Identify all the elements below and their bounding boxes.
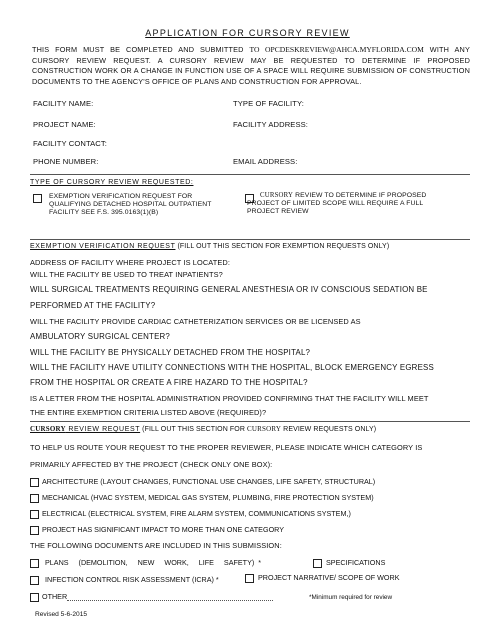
question-cardiac-catheterization: WILL THE FACILITY PROVIDE CARDIAC CATHETERIZATION SERVICES OR BE LICENSED AS [30, 317, 361, 326]
project-name-label: PROJECT NAME: [33, 120, 96, 129]
plans-label: PLANS (DEMOLITION, NEW WORK, LIFE SAFETY) * [45, 558, 262, 567]
mechanical-label: MECHANICAL (HVAC SYSTEM, MEDICAL GAS SYSTEM, PLUMBING, FIRE PROTECTION SYSTEM) [42, 493, 374, 502]
specifications-label: SPECIFICATIONS [326, 558, 386, 567]
intro-paragraph [32, 45, 470, 87]
email-address-label: EMAIL ADDRESS: [233, 157, 298, 166]
other-input-line[interactable] [67, 600, 273, 601]
routing-instruction-cont: PRIMARILY AFFECTED BY THE PROJECT (CHECK ONLY ONE BOX): [30, 460, 273, 469]
cursory-section-heading: CURSORY REVIEW REQUEST (FILL OUT THIS SECTION FOR CURSORY REVIEW REQUESTS ONLY) [30, 425, 377, 433]
question-cardiac-catheterization-cont: AMBULATORY SURGICAL CENTER? [30, 332, 171, 341]
other-label: OTHER [42, 592, 68, 601]
question-utility-connections: WILL THE FACILITY HAVE UTILITY CONNECTIONS WITH THE HOSPITAL, BLOCK EMERGENCY EGRESS [30, 363, 434, 372]
question-physically-detached: WILL THE FACILITY BE PHYSICALLY DETACHED FROM THE HOSPITAL? [30, 348, 311, 357]
exemption-verification-label: EXEMPTION VERIFICATION REQUEST FOR QUALIFYING DETACHED HOSPITAL OUTPATIENT FACILITY SEE F.S. 395.0163(1)(B) [49, 193, 212, 217]
documents-heading: THE FOLLOWING DOCUMENTS ARE INCLUDED IN THIS SUBMISSION: [30, 541, 282, 550]
type-of-facility-label: TYPE OF FACILITY: [233, 99, 304, 108]
question-surgical-treatments-cont: PERFORMED AT THE FACILITY? [30, 301, 156, 310]
icra-checkbox[interactable] [30, 576, 39, 585]
architecture-checkbox[interactable] [30, 478, 39, 487]
specifications-checkbox[interactable] [313, 559, 322, 568]
question-surgical-treatments: WILL SURGICAL TREATMENTS REQUIRING GENERAL ANESTHESIA OR IV CONSCIOUS SEDATION BE [30, 285, 428, 294]
facility-address-label: FACILITY ADDRESS: [233, 120, 308, 129]
intro-email-link[interactable]: TO OPCDESKREVIEW@AHCA.MYFLORIDA.COM [249, 45, 424, 54]
question-administration-letter: IS A LETTER FROM THE HOSPITAL ADMINISTRATION PROVIDED CONFIRMING THAT THE FACILITY WILL MEET [30, 394, 429, 403]
multiple-category-checkbox[interactable] [30, 526, 39, 535]
icra-label: INFECTION CONTROL RISK ASSESSMENT (ICRA) * [45, 575, 219, 584]
minimum-required-note: *Minimum required for review [309, 594, 393, 601]
plans-checkbox[interactable] [30, 559, 39, 568]
question-administration-letter-cont: THE ENTIRE EXEMPTION CRITERIA LISTED ABOVE (REQUIRED)? [30, 408, 267, 417]
question-inpatients: WILL THE FACILITY BE USED TO TREAT INPATIENTS? [30, 270, 223, 279]
cursory-review-label: CURSORY REVIEW TO DETERMINE IF PROPOSED PROJECT OF LIMITED SCOPE WILL REQUIRE A FULL PROJECT REVIEW [247, 192, 427, 216]
facility-contact-label: FACILITY CONTACT: [33, 139, 107, 148]
question-utility-connections-cont: FROM THE HOSPITAL OR CREATE A FIRE HAZARD TO THE HOSPITAL? [30, 378, 308, 387]
phone-number-label: PHONE NUMBER: [33, 157, 99, 166]
multiple-category-label: PROJECT HAS SIGNIFICANT IMPACT TO MORE THAN ONE CATEGORY [42, 525, 285, 534]
divider-1 [30, 174, 470, 175]
question-facility-address: ADDRESS OF FACILITY WHERE PROJECT IS LOCATED: [30, 258, 230, 267]
form-title: APPLICATION FOR CURSORY REVIEW [145, 28, 350, 38]
mechanical-checkbox[interactable] [30, 494, 39, 503]
intro-text-2: WITH ANY CURSORY REVIEW REQUEST. A CURSORY REVIEW MAY BE REQUESTED TO DETERMINE IF PROPOSED CONSTRUCTION WORK OR A CHANGE IN FUNCTION USE OF A SPACE WILL REQUIRE SUBMISSION OF CONSTRUCTION DOCUMENTS TO THE AGENCY'S OFFICE OF PLANS AND CONSTRUCTION FOR APPROVAL. [32, 45, 470, 86]
divider-2 [30, 239, 470, 240]
intro-text-1: THIS FORM MUST BE COMPLETED AND SUBMITTED [32, 45, 250, 54]
revised-date: Revised 5-6-2015 [35, 611, 88, 618]
exemption-section-heading: EXEMPTION VERIFICATION REQUEST (FILL OUT THIS SECTION FOR EXEMPTION REQUESTS ONLY) [30, 243, 390, 250]
facility-name-label: FACILITY NAME: [33, 99, 94, 108]
routing-instruction: TO HELP US ROUTE YOUR REQUEST TO THE PROPER REVIEWER, PLEASE INDICATE WHICH CATEGORY IS [30, 443, 423, 452]
review-type-heading: TYPE OF CURSORY REVIEW REQUESTED: [30, 179, 194, 186]
electrical-checkbox[interactable] [30, 510, 39, 519]
divider-3 [30, 421, 470, 422]
architecture-label: ARCHITECTURE (LAYOUT CHANGES, FUNCTIONAL USE CHANGES, LIFE SAFETY, STRUCTURAL) [42, 477, 376, 486]
electrical-label: ELECTRICAL (ELECTRICAL SYSTEM, FIRE ALARM SYSTEM, COMMUNICATIONS SYSTEM,) [42, 509, 351, 518]
exemption-verification-checkbox[interactable] [33, 194, 42, 203]
project-narrative-label: PROJECT NARRATIVE/ SCOPE OF WORK [258, 573, 400, 582]
project-narrative-checkbox[interactable] [245, 574, 254, 583]
other-checkbox[interactable] [30, 593, 39, 602]
